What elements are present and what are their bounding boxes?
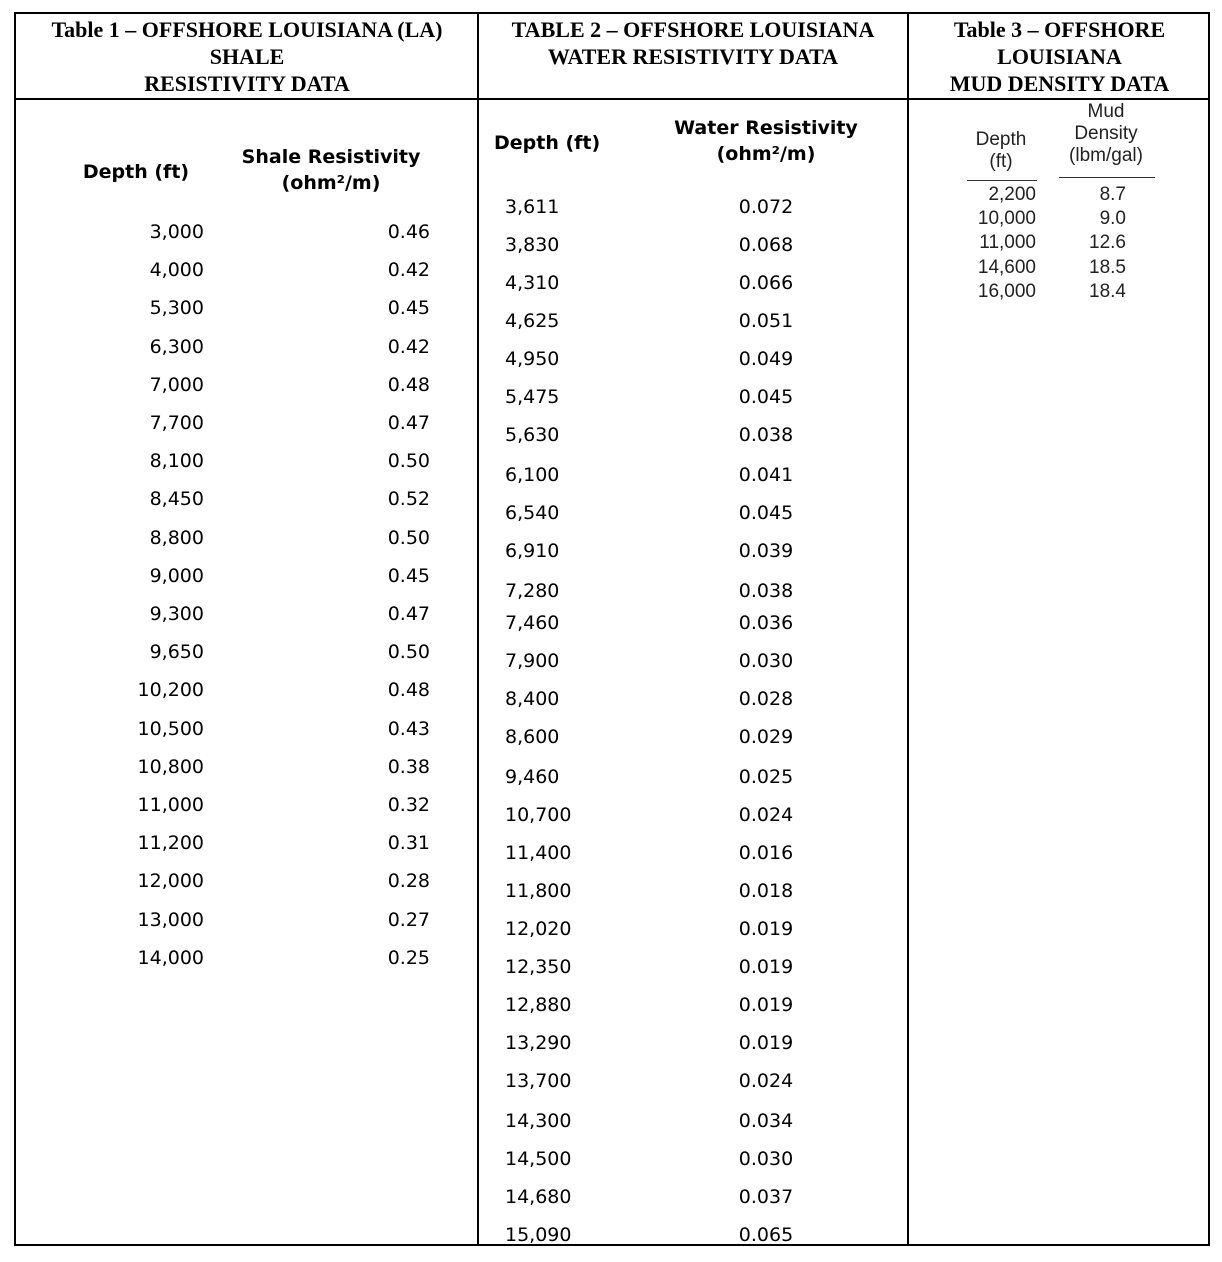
table2-value-cell: 0.049 [738,348,794,370]
table1-depth-cell: 4,000 [149,259,204,282]
table2-depth-cell: 14,680 [505,1186,572,1208]
table1-value-cell: 0.32 [387,794,430,816]
table1-value-cell: 0.50 [387,641,430,664]
table2-depth-cell: 5,630 [505,424,560,446]
table2-value-cell: 0.068 [738,234,794,256]
table2-value-cell: 0.019 [738,918,794,940]
table3-value-header-line: Mud [1087,101,1125,122]
table1-depth-cell: 8,100 [149,450,204,473]
table1-value-cell: 0.46 [387,221,430,243]
table3-depth-cell: 11,000 [979,232,1036,254]
table1-value-header-line: (ohm²/m) [281,172,381,194]
table3-value-cell: 18.4 [1089,280,1126,302]
table3-value-header [1056,101,1156,167]
table2-value-cell: 0.025 [738,766,794,788]
table2-value-cell: 0.034 [738,1110,794,1132]
table3-value-underline [1059,177,1155,178]
table2-value-cell: 0.039 [738,540,794,562]
table1-title-line: RESISTIVITY DATA [144,71,350,96]
table1-depth-cell: 7,700 [149,412,204,434]
table1-depth-cell: 14,000 [137,946,204,969]
table2-value-cell: 0.019 [738,994,794,1016]
table2-depth-cell: 4,310 [505,272,560,294]
table2-depth-cell: 4,950 [505,348,560,370]
table1-value-cell: 0.27 [387,908,430,931]
table1-value-cell: 0.42 [387,335,430,358]
table1-depth-cell: 9,000 [149,564,204,587]
table3-depth-underline [967,180,1037,181]
table1-value-cell: 0.48 [387,373,430,396]
table1-depth-cell: 10,200 [137,679,204,702]
table1-depth-cell: 10,800 [137,755,204,778]
table2-depth-cell: 12,020 [505,918,572,940]
table1-depth-cell: 13,000 [137,908,204,931]
column-divider-1 [477,14,479,1244]
table2-depth-cell: 6,100 [505,464,560,486]
table2-value-cell: 0.065 [738,1224,794,1246]
table1-depth-cell: 8,800 [149,526,204,549]
table2-value-cell: 0.038 [738,424,794,446]
table2-value-cell: 0.036 [738,612,794,634]
table2-depth-cell: 7,280 [505,580,560,602]
table2-depth-cell: 12,880 [505,994,572,1016]
table2-depth-cell: 9,460 [505,766,560,788]
table2-value-cell: 0.016 [738,842,794,864]
table2-value-cell: 0.024 [738,1070,794,1092]
table2-title-line: TABLE 2 – OFFSHORE LOUISIANA [511,17,875,42]
table3-depth-cell: 14,600 [977,256,1036,278]
table3-value-header-line: Density [1074,123,1138,144]
table3-depth-header [961,129,1041,173]
table2-depth-cell: 10,700 [505,804,572,826]
table1-value-cell: 0.52 [387,488,430,511]
table1-value-cell: 0.42 [387,259,430,282]
table1-value-cell: 0.43 [387,717,430,740]
table1-value-cell: 0.50 [387,526,430,549]
table2-value-cell: 0.024 [738,804,794,826]
table2-value-cell: 0.030 [738,650,794,672]
table1-depth-cell: 9,650 [149,641,204,664]
table2-depth-cell: 8,400 [505,688,560,710]
table2-depth-cell: 6,910 [505,540,560,562]
table1-depth-cell: 5,300 [149,297,204,320]
table2-depth-cell: 7,900 [505,650,560,672]
table2-value-cell: 0.028 [738,688,794,710]
table3-value-cell: 18.5 [1089,256,1126,278]
table2-depth-header: Depth (ft) [494,132,601,154]
table1-depth-cell: 12,000 [137,870,204,893]
table2-value-cell: 0.038 [738,580,794,602]
table2-value-cell: 0.019 [738,956,794,978]
table2-value-cell: 0.045 [738,386,794,408]
table3-depth-header-line: (ft) [989,151,1013,172]
table1-value-cell: 0.45 [387,564,430,587]
table1-depth-cell: 3,000 [149,221,204,243]
table2-value-cell: 0.066 [738,272,794,294]
table3-depth-header-line: Depth [975,129,1027,150]
table2-depth-cell: 14,300 [505,1110,572,1132]
table2-value-header-line: (ohm²/m) [716,143,816,165]
table3-title-line: Table 3 – OFFSHORE [953,17,1166,42]
table3-depth-cell: 16,000 [977,280,1036,302]
table1-value-cell: 0.38 [387,755,430,778]
table2-value-cell: 0.041 [738,464,794,486]
table2-value-cell: 0.019 [738,1032,794,1054]
table1-value-header-line: Shale Resistivity [241,146,421,168]
table2-depth-cell: 13,290 [505,1032,572,1054]
table2-value-cell: 0.072 [738,196,794,218]
table2-value-cell: 0.037 [738,1186,794,1208]
tables-frame [14,12,1210,1246]
table3-value-cell: 8.7 [1099,184,1126,205]
table2-value-cell: 0.051 [738,310,794,332]
table1-depth-header: Depth (ft) [82,161,190,183]
table1-depth-cell: 11,200 [137,832,204,855]
table3-title [909,16,1210,98]
table3-depth-cell: 10,000 [977,208,1036,230]
table1-depth-cell: 8,450 [149,488,204,511]
table1-title [16,16,478,98]
table1-title-line: SHALE [209,44,285,69]
table2-title-line: WATER RESISTIVITY DATA [547,44,839,69]
table1-value-cell: 0.47 [387,603,430,625]
table2-depth-cell: 3,611 [505,196,560,218]
table2-depth-cell: 6,540 [505,502,560,524]
table2-depth-cell: 11,800 [505,880,572,902]
table2-depth-cell: 7,460 [505,612,560,634]
table1-depth-cell: 7,000 [149,373,204,396]
table2-depth-cell: 13,700 [505,1070,572,1092]
table1-value-cell: 0.47 [387,412,430,434]
table2-depth-cell: 4,625 [505,310,560,332]
table2-depth-cell: 3,830 [505,234,560,256]
table3-title-line: MUD DENSITY DATA [949,71,1170,96]
title-divider [16,98,1208,100]
column-divider-2 [907,14,909,1244]
table1-depth-cell: 11,000 [137,794,204,816]
table2-depth-cell: 8,600 [505,726,560,748]
table3-title-line: LOUISIANA [997,44,1122,69]
table2-value-header-line: Water Resistivity [674,117,858,139]
table2-depth-cell: 11,400 [505,842,572,864]
table1-value-cell: 0.50 [387,450,430,473]
table1-value-cell: 0.45 [387,297,430,320]
table3-value-cell: 9.0 [1099,208,1126,230]
table2-value-cell: 0.018 [738,880,794,902]
table2-title [479,16,907,98]
table2-value-cell: 0.029 [738,726,794,748]
table1-value-cell: 0.28 [387,870,430,893]
table2-value-header [656,115,876,167]
table2-value-cell: 0.030 [738,1148,794,1170]
table1-value-cell: 0.25 [387,946,430,969]
table1-value-header [216,144,446,196]
table1-depth-cell: 10,500 [137,717,204,740]
table2-depth-cell: 14,500 [505,1148,572,1170]
table2-depth-cell: 5,475 [505,386,560,408]
table1-value-cell: 0.31 [387,832,430,855]
table3-depth-cell: 2,200 [988,184,1036,205]
table1-depth-cell: 9,300 [149,603,204,625]
table2-depth-cell: 12,350 [505,956,572,978]
table1-depth-cell: 6,300 [149,335,204,358]
table2-value-cell: 0.045 [738,502,794,524]
table2-depth-cell: 15,090 [505,1224,572,1246]
table1-value-cell: 0.48 [387,679,430,702]
table3-value-header-line: (lbm/gal) [1069,145,1143,166]
table1-title-line: Table 1 – OFFSHORE LOUISIANA (LA) [51,17,443,42]
table3-value-cell: 12.6 [1089,232,1126,254]
